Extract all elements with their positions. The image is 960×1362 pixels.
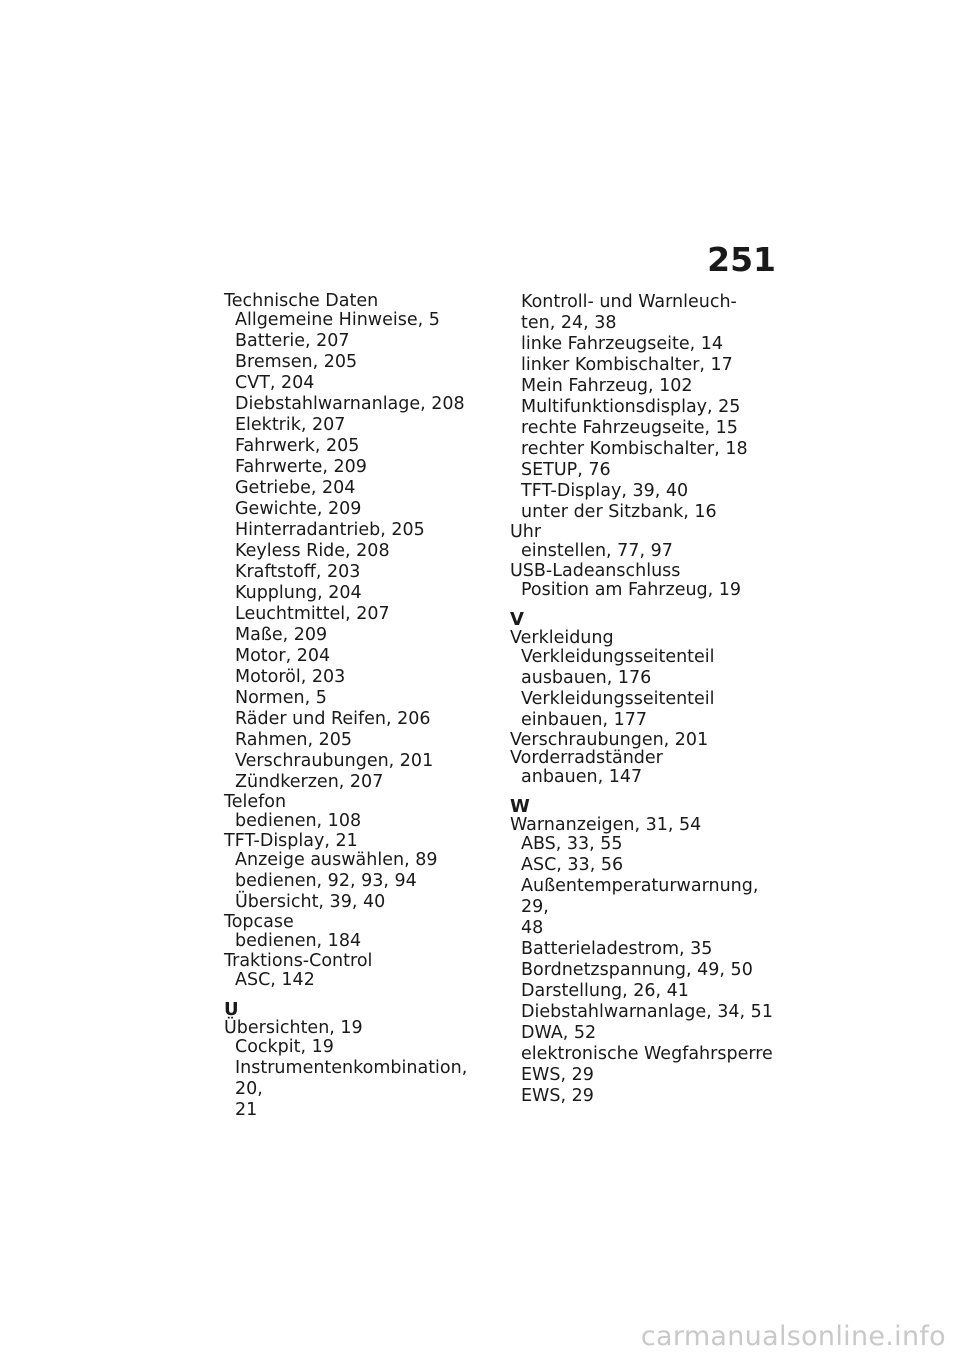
index-sub-entry: linker Kombischalter, 17 [521,355,733,375]
index-sub-entry: Bremsen, 205 [235,352,358,372]
page-number: 251 [707,240,776,279]
index-sub-entry: ASC, 33, 56 [521,855,624,875]
index-sub-entry: bedienen, 92, 93, 94 [235,871,417,891]
index-main-entry: Uhr [510,522,542,542]
index-main-entry: Topcase [224,912,294,932]
index-sub-entry: Position am Fahrzeug, 19 [521,580,742,600]
index-main-entry: Vorderradständer [510,748,663,768]
index-sub-entry: Getriebe, 204 [235,478,356,498]
index-sub-entry: Kraftstoff, 203 [235,562,361,582]
index-sub-entry: ausbauen, 176 [521,668,652,688]
index-sub-entry: CVT, 204 [235,373,315,393]
index-sub-entry: elektronische Wegfahrsperre [521,1044,773,1064]
index-main-entry: USB-Ladeanschluss [510,561,681,581]
index-main-entry: Technische Daten [224,291,379,311]
index-sub-entry: unter der Sitzbank, 16 [521,502,717,522]
index-sub-entry: Verschraubungen, 201 [235,751,434,771]
index-letter-heading: W [510,796,530,817]
index-sub-entry: rechte Fahrzeugseite, 15 [521,418,738,438]
index-sub-entry: Fahrwerte, 209 [235,457,367,477]
index-sub-entry: Fahrwerk, 205 [235,436,360,456]
index-sub-entry: Räder und Reifen, 206 [235,709,431,729]
index-sub-entry: Mein Fahrzeug, 102 [521,376,693,396]
index-sub-entry: linke Fahrzeugseite, 14 [521,334,724,354]
index-sub-entry: Kupplung, 204 [235,583,362,603]
index-sub-entry: Leuchtmittel, 207 [235,604,390,624]
index-sub-entry: Darstellung, 26, 41 [521,981,689,1001]
index-sub-entry: ABS, 33, 55 [521,834,623,854]
index-sub-entry: Rahmen, 205 [235,730,353,750]
index-sub-entry: Übersicht, 39, 40 [235,892,386,912]
index-sub-entry: Motoröl, 203 [235,667,346,687]
watermark-text: carmanualsonline.info [640,1321,946,1352]
index-sub-entry: Hinterradantrieb, 205 [235,520,425,540]
index-sub-entry: EWS, 29 [521,1065,594,1085]
index-sub-entry: Batterie, 207 [235,331,350,351]
index-sub-entry: EWS, 29 [521,1086,594,1106]
index-main-entry: TFT-Display, 21 [224,831,358,851]
index-main-entry: Verkleidung [510,628,614,648]
index-letter-heading: U [224,999,239,1020]
index-main-entry: Warnanzeigen, 31, 54 [510,815,702,835]
index-sub-entry: einbauen, 177 [521,710,648,730]
index-sub-entry: Multifunktionsdisplay, 25 [521,397,741,417]
index-sub-entry: bedienen, 108 [235,811,362,831]
index-sub-entry: anbauen, 147 [521,767,643,787]
index-main-entry: Traktions-Control [224,951,373,971]
index-sub-entry: ten, 24, 38 [521,313,617,333]
index-sub-entry: Cockpit, 19 [235,1037,334,1057]
index-sub-entry: Motor, 204 [235,646,331,666]
index-main-entry: Telefon [224,792,287,812]
index-sub-entry: 21 [235,1100,258,1120]
index-sub-entry: rechter Kombischalter, 18 [521,439,748,459]
index-sub-entry: TFT-Display, 39, 40 [521,481,689,501]
index-letter-heading: V [510,609,524,630]
index-sub-entry: Gewichte, 209 [235,499,362,519]
index-sub-entry: Normen, 5 [235,688,327,708]
index-sub-entry: Elektrik, 207 [235,415,346,435]
index-main-entry: Verschraubungen, 201 [510,730,709,750]
index-sub-entry: ASC, 142 [235,970,315,990]
index-sub-entry: Batterieladestrom, 35 [521,939,713,959]
index-sub-entry: Außentemperaturwarnung, 29, [521,876,759,917]
index-sub-entry: Diebstahlwarnanlage, 34, 51 [521,1002,773,1022]
index-sub-entry: Bordnetzspannung, 49, 50 [521,960,753,980]
index-sub-entry: Keyless Ride, 208 [235,541,390,561]
index-sub-entry: Allgemeine Hinweise, 5 [235,310,440,330]
index-sub-entry: Kontroll- und Warnleuch- [521,292,737,312]
index-sub-entry: Anzeige auswählen, 89 [235,850,438,870]
index-sub-entry: Zündkerzen, 207 [235,772,384,792]
index-column-right [510,292,782,1107]
index-main-entry: Übersichten, 19 [224,1018,363,1038]
index-sub-entry: Instrumentenkombination, 20, [235,1058,468,1099]
index-sub-entry: SETUP, 76 [521,460,611,480]
index-sub-entry: bedienen, 184 [235,931,362,951]
index-sub-entry: Verkleidungsseitenteil [521,647,715,667]
index-sub-entry: Diebstahlwarnanlage, 208 [235,394,465,414]
index-sub-entry: Maße, 209 [235,625,328,645]
index-sub-entry: 48 [521,918,544,938]
index-sub-entry: Verkleidungsseitenteil [521,689,715,709]
index-column-left [224,292,496,1121]
index-sub-entry: DWA, 52 [521,1023,597,1043]
index-sub-entry: einstellen, 77, 97 [521,541,673,561]
